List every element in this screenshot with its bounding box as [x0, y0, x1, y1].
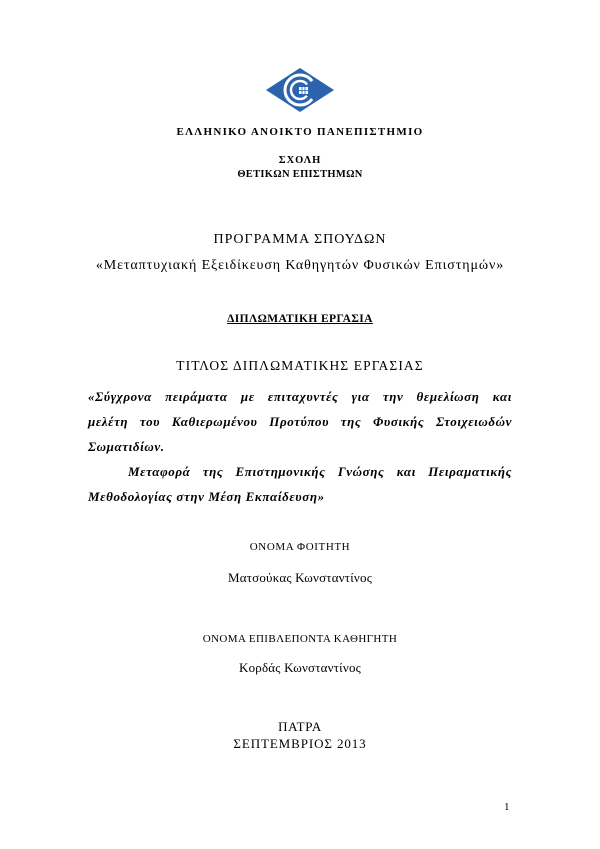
program-heading: ΠΡΟΓΡΑΜΜΑ ΣΠΟΥΔΩΝ — [213, 232, 387, 247]
school-name: ΘΕΤΙΚΩΝ ΕΠΙΣΤΗΜΩΝ — [237, 169, 363, 180]
thesis-title — [88, 384, 512, 509]
thesis-title-line: «Σύγχρονα πειράματα με επιταχυντές για την θεμελίωση και — [88, 389, 512, 404]
thesis-title-line: μελέτη του Καθιερωμένου Προτύπου της Φυσικής Στοιχειωδών — [88, 414, 512, 429]
supervisor-label: ΟΝΟΜΑ ΕΠΙΒΛΕΠΟΝΤΑ ΚΑΘΗΓΗΤΗ — [202, 633, 398, 645]
page-number: 1 — [504, 801, 510, 813]
university-logo — [265, 67, 335, 113]
school-label: ΣΧΟΛΗ — [278, 155, 322, 166]
date: ΣΕΠΤΕΜΒΡΙΟΣ 2013 — [233, 736, 367, 751]
thesis-type: ΔΙΠΛΩΜΑΤΙΚΗ ΕΡΓΑΣΙΑ — [227, 313, 373, 325]
university-name: ΕΛΛΗΝΙΚΟ ΑΝΟΙΚΤΟ ΠΑΝΕΠΙΣΤΗΜΙΟ — [176, 126, 424, 138]
program-name: «Μεταπτυχιακή Εξειδίκευση Καθηγητών Φυσικών Επιστημών» — [95, 258, 505, 273]
university-emblem-icon — [265, 67, 335, 113]
thesis-title-heading: ΤΙΤΛΟΣ ΔΙΠΛΩΜΑΤΙΚΗΣ ΕΡΓΑΣΙΑΣ — [176, 358, 424, 373]
thesis-title-line: Μεθοδολογίας στην Μέση Εκπαίδευση» — [88, 489, 325, 504]
thesis-title-line: Μεταφορά της Επιστημονικής Γνώσης και Πειραματικής — [128, 464, 512, 479]
place: ΠΑΤΡΑ — [278, 719, 322, 734]
supervisor-name: Κορδάς Κωνσταντίνος — [238, 660, 362, 675]
thesis-title-line: Σωματιδίων. — [88, 439, 165, 454]
student-name: Ματσούκας Κωνσταντίνος — [227, 570, 373, 585]
student-label: ΟΝΟΜΑ ΦΟΙΤΗΤΗ — [249, 541, 351, 553]
